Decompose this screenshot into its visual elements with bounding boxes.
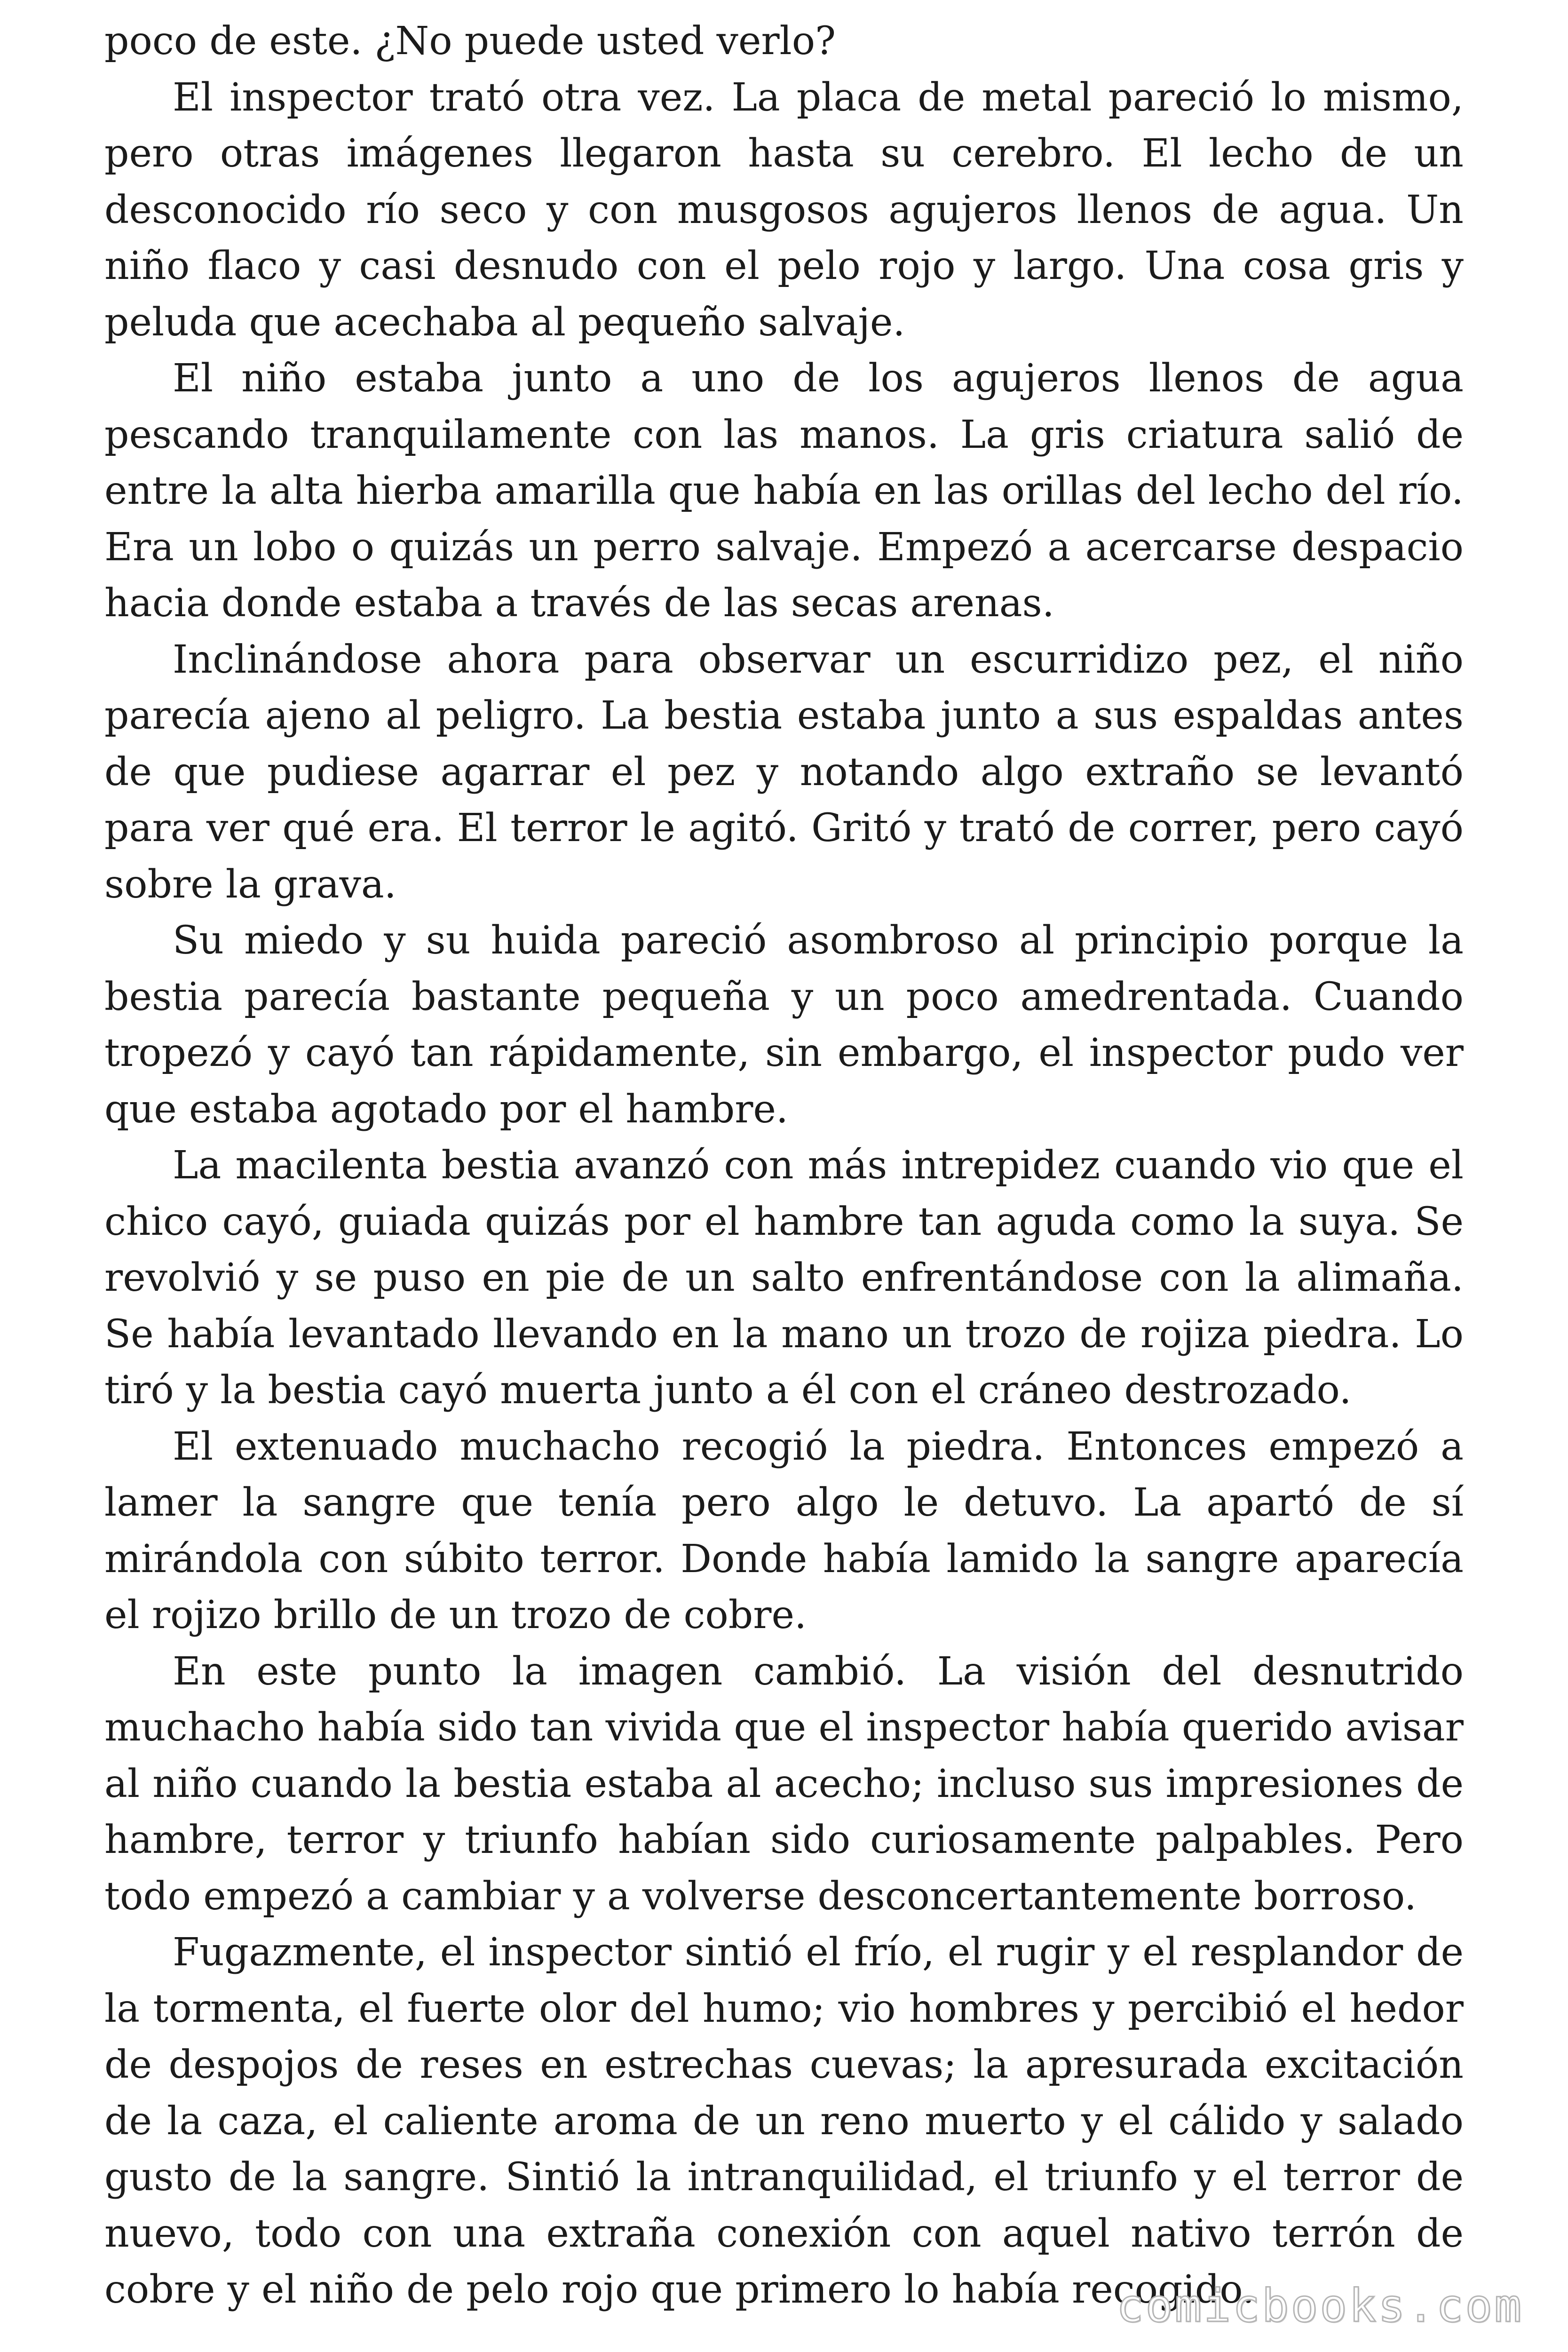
paragraph-6: La macilenta bestia avanzó con más intrepidez cuando vio que el chico cayó, guiada quizás por el hambre tan aguda como la suya. Se revolvió y se puso en pie de un salto enfrentándose con la alimaña. Se había levantado llevando en la mano un trozo de rojiza piedra. Lo tiró y la bestia cayó muerta junto a él con el cráneo destrozado. xyxy=(104,1143,1464,1413)
watermark: comicbooks.com xyxy=(1116,2280,1523,2332)
paragraph-2: El inspector trató otra vez. La placa de metal pareció lo mismo, pero otras imágenes llegaron hasta su cerebro. El lecho de un desconocido río seco y con musgosos agujeros llenos de agua. Un niño flaco y casi desnudo con el pelo rojo y largo. Una cosa gris y peluda que acechaba al pequeño salvaje. xyxy=(104,75,1464,345)
paragraph-9: Fugazmente, el inspector sintió el frío, el rugir y el resplandor de la tormenta, el fuerte olor del humo; vio hombres y percibió el hedor de despojos de reses en estrechas cuevas; la apresurada excitación de la caza, el caliente aroma de un reno muerto y el cálido y salado gusto de la sangre. Sintió la intranquilidad, el triunfo y el terror de nuevo, todo con una extraña conexión con aquel nativo terrón de cobre y el niño de pelo rojo que primero lo había recogido. xyxy=(104,1930,1464,2312)
body-text xyxy=(104,13,1464,2318)
paragraph-8: En este punto la imagen cambió. La visión del desnutrido muchacho había sido tan vivida que el inspector había querido avisar al niño cuando la bestia estaba al acecho; incluso sus impresiones de hambre, terror y triunfo habían sido curiosamente palpables. Pero todo empezó a cambiar y a volverse desconcertantemente borroso. xyxy=(104,1649,1464,1919)
paragraph-3: El niño estaba junto a uno de los agujeros llenos de agua pescando tranquilamente con las manos. La gris criatura salió de entre la alta hierba amarilla que había en las orillas del lecho del río. Era un lobo o quizás un perro salvaje. Empezó a acercarse despacio hacia donde estaba a través de las secas arenas. xyxy=(104,356,1464,626)
paragraph-7: El extenuado muchacho recogió la piedra. Entonces empezó a lamer la sangre que tenía pero algo le detuvo. La apartó de sí mirándola con súbito terror. Donde había lamido la sangre aparecía el rojizo brillo de un trozo de cobre. xyxy=(104,1424,1464,1637)
paragraph-1: poco de este. ¿No puede usted verlo? xyxy=(104,19,836,64)
paragraph-4: Inclinándose ahora para observar un escurridizo pez, el niño parecía ajeno al peligro. La bestia estaba junto a sus espaldas antes de que pudiese agarrar el pez y notando algo extraño se levantó para ver qué era. El terror le agitó. Gritó y trató de correr, pero cayó sobre la grava. xyxy=(104,637,1464,907)
paragraph-5: Su miedo y su huida pareció asombroso al principio porque la bestia parecía bastante pequeña y un poco amedrentada. Cuando tropezó y cayó tan rápidamente, sin embargo, el inspector pudo ver que estaba agotado por el hambre. xyxy=(104,918,1464,1132)
